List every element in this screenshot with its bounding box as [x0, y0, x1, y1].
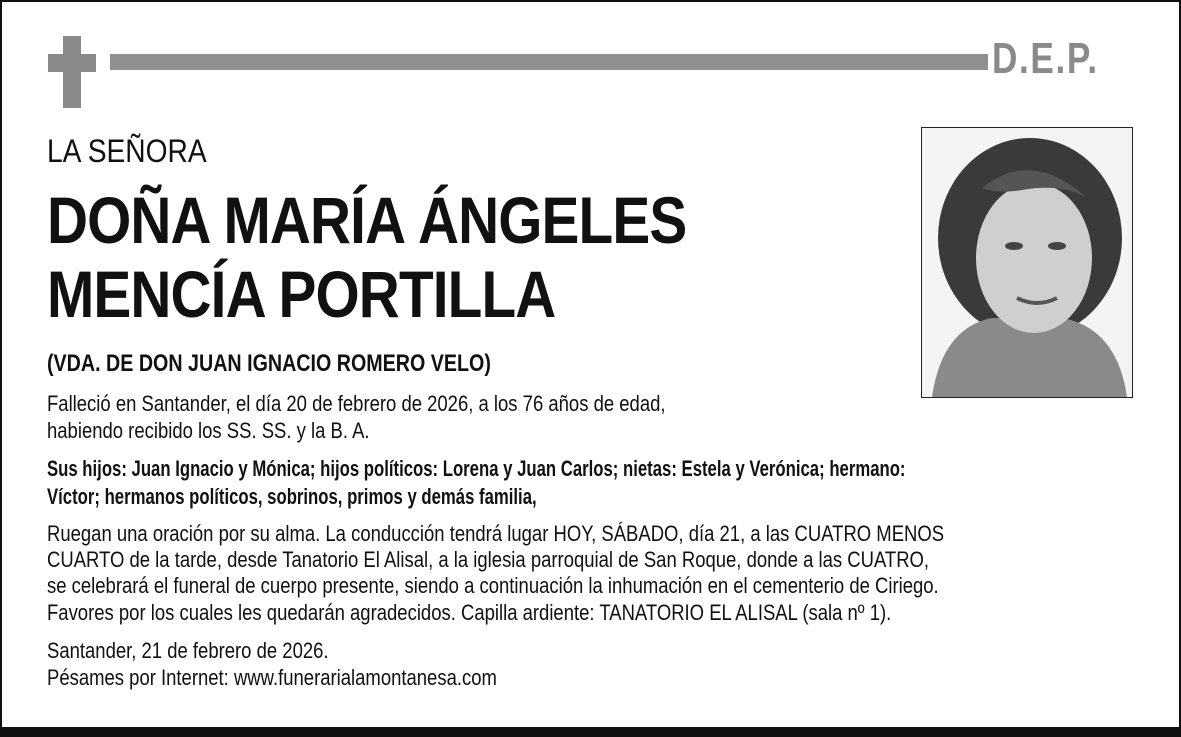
cross-icon-arm — [48, 54, 96, 72]
deceased-name-line-1: DOÑA MARÍA ÁNGELES — [47, 183, 687, 257]
header-rule — [110, 54, 988, 70]
portrait-photo — [921, 127, 1133, 398]
widow-of: (VDA. DE DON JUAN IGNACIO ROMERO VELO) — [47, 350, 491, 377]
death-line: habiendo recibido los SS. SS. y la B. A. — [47, 418, 370, 443]
ceremony-line: CUARTO de la tarde, desde Tanatorio El Alisal, a la iglesia parroquial de San Roque, donde a las CUATRO, — [47, 547, 930, 572]
ceremony-line: Ruegan una oración por su alma. La conducción tendrá lugar HOY, SÁBADO, día 21, a las CUATRO MENOS — [47, 521, 945, 546]
condolences-link[interactable]: Pésames por Internet: www.funerarialamontanesa.com — [47, 665, 497, 690]
ceremony-line: se celebrará el funeral de cuerpo presente, siendo a continuación la inhumación en el cementerio de Ciriego. — [47, 573, 939, 598]
date-line: Santander, 21 de febrero de 2026. — [47, 638, 329, 663]
ceremony-line: Favores por los cuales les quedarán agradecidos. Capilla ardiente: TANATORIO EL ALISAL (sala nº 1). — [47, 600, 892, 625]
intro-label: LA SEÑORA — [47, 133, 207, 169]
dep-label: D.E.P. — [992, 34, 1099, 83]
deceased-name-line-2: MENCÍA PORTILLA — [47, 257, 556, 331]
family-line: Sus hijos: Juan Ignacio y Mónica; hijos políticos: Lorena y Juan Carlos; nietas: Estela y Verónica; hermano: — [47, 456, 906, 481]
death-line: Falleció en Santander, el día 20 de febrero de 2026, a los 76 años de edad, — [47, 391, 666, 416]
bottom-border — [0, 727, 1181, 737]
family-line: Víctor; hermanos políticos, sobrinos, primos y demás familia, — [47, 484, 537, 509]
cross-icon — [63, 36, 81, 108]
